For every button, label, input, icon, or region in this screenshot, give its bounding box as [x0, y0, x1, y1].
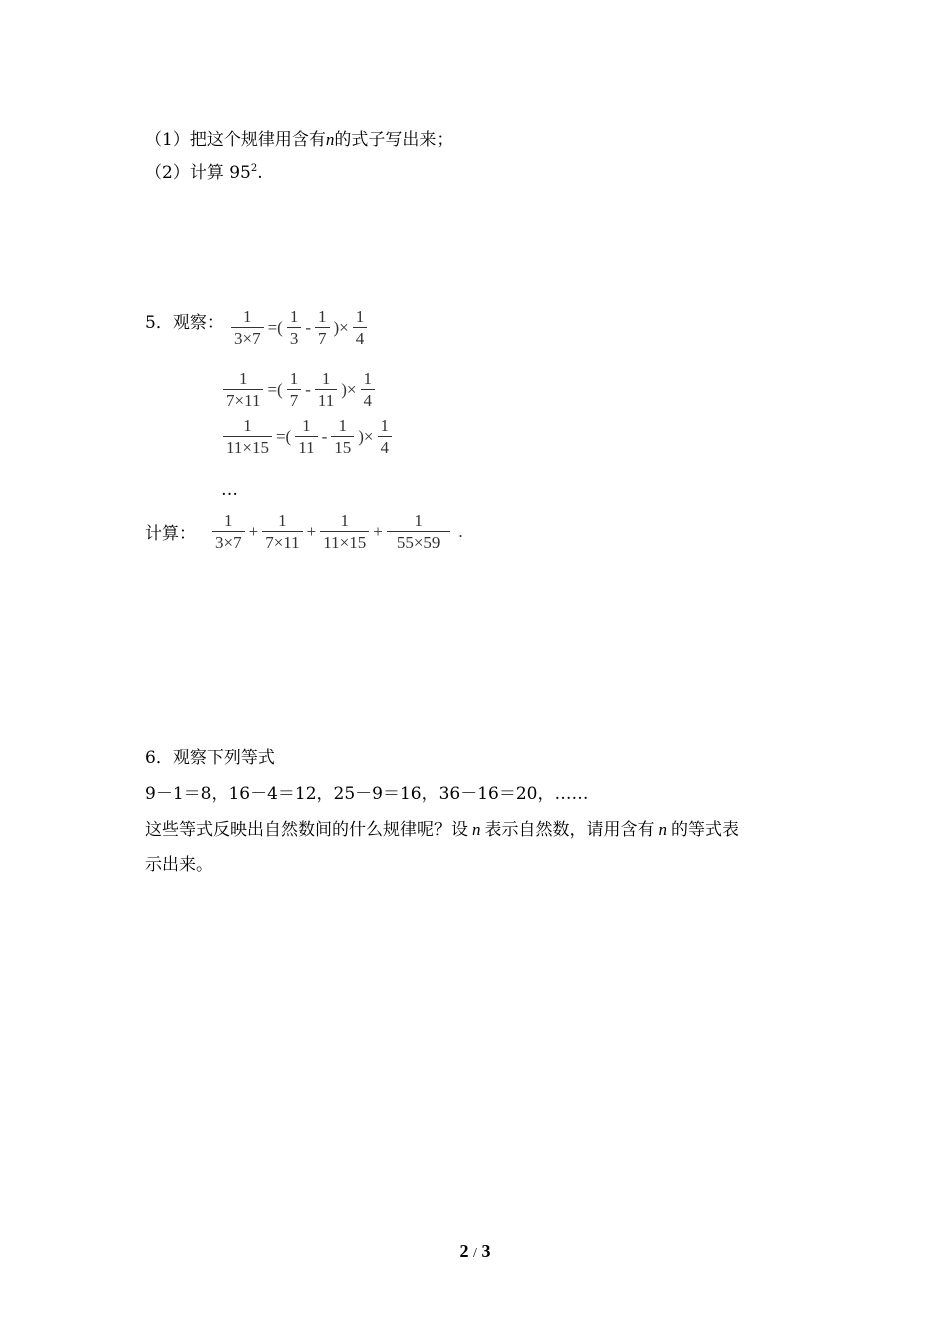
denominator: 15 [331, 436, 354, 456]
total-pages: 3 [481, 1241, 491, 1261]
minus-sign: - [305, 317, 312, 337]
exponent: 2 [250, 163, 258, 174]
equals-paren: =( [275, 426, 292, 446]
lhs-fraction [231, 308, 264, 347]
numerator: 1 [355, 307, 365, 326]
plus-sign: + [306, 521, 317, 541]
numerator: 1 [243, 307, 252, 326]
numerator: 1 [380, 416, 390, 435]
numerator: 1 [289, 307, 299, 326]
lhs-fraction [223, 370, 263, 409]
page-separator: / [473, 1246, 477, 1261]
denominator: 11 [295, 436, 317, 456]
calc-term-2: $\frac{1}{7\times 11}$ [262, 512, 302, 551]
q5-calc [145, 512, 465, 551]
minus-sign: - [305, 379, 311, 399]
q5-ellipsis: … [221, 480, 238, 500]
numerator: 1 [321, 369, 331, 388]
denominator: 3 [287, 327, 302, 347]
minus-sign: - [321, 426, 328, 446]
denominator: 11 [315, 389, 337, 409]
q6-question [145, 820, 739, 840]
q6-question-text: 这些等式反映出自然数间的什么规律呢？设 [145, 820, 468, 840]
q4-part2-end: . [257, 163, 263, 183]
q6-question-end: 的等式表 [671, 820, 739, 840]
calc-term-4: $\frac{1}{55\times 59}$ [387, 512, 451, 551]
denominator: 11×15 [223, 436, 272, 456]
q6-title: 6．观察下列等式 [145, 748, 275, 768]
plus-sign: + [373, 521, 383, 541]
denominator: 4 [353, 327, 368, 347]
factor-fraction [353, 308, 368, 347]
q4-part1-text-end: 的式子写出来； [334, 130, 454, 150]
calc-term-3: $\frac{1}{11\times 15}$ [320, 512, 369, 551]
q6-question-mid: 表示自然数，请用含有 [484, 820, 655, 840]
numerator: 1 [243, 416, 252, 435]
numerator: 1 [238, 369, 248, 388]
factor-fraction [378, 417, 393, 456]
q4-part1 [145, 130, 453, 150]
variable-n: n [658, 820, 667, 839]
equals-paren: =( [267, 317, 283, 337]
numerator: 1 [363, 369, 373, 388]
page-number [0, 1241, 950, 1262]
second-fraction [315, 308, 330, 347]
first-fraction [287, 308, 302, 347]
denominator: 4 [361, 389, 376, 409]
numerator: 1 [338, 416, 348, 435]
variable-n: n [472, 820, 481, 839]
numerator: 1 [318, 307, 327, 326]
calc-term-1: $\frac{1}{3\times 7}$ [212, 512, 245, 551]
times-sign: )× [358, 426, 374, 446]
times-sign: )× [333, 317, 349, 337]
q5-equation-3 [221, 417, 394, 456]
q5-calc-label: 计算： [145, 524, 196, 544]
q5-equation-1 [229, 308, 369, 347]
numerator: 1 [289, 369, 299, 388]
q4-part1-text: （1）把这个规律用含有 [145, 130, 326, 150]
denominator: 4 [378, 436, 393, 456]
numerator: 1 [302, 416, 311, 435]
calc-end: . [458, 521, 463, 541]
variable-n: n [325, 130, 335, 149]
q6-question-line2: 示出来。 [145, 855, 213, 875]
denominator: 7 [315, 327, 330, 347]
q6-equations: 9－1＝8，16－4＝12，25－9＝16，36－16＝20，…… [145, 784, 589, 804]
q5-label: 5．观察： [145, 313, 224, 333]
q5-equation-2 [221, 370, 377, 409]
first-fraction [295, 417, 317, 456]
denominator: 7 [287, 389, 302, 409]
current-page: 2 [459, 1241, 469, 1261]
equals-paren: =( [267, 379, 283, 399]
q4-part2 [145, 163, 263, 183]
times-sign: )× [341, 379, 357, 399]
second-fraction [315, 370, 337, 409]
lhs-fraction [223, 417, 272, 456]
second-fraction [331, 417, 354, 456]
denominator: 7×11 [223, 389, 263, 409]
factor-fraction [361, 370, 376, 409]
denominator: 3×7 [231, 327, 264, 347]
plus-sign: + [248, 521, 259, 541]
q4-part2-text: （2）计算 95 [145, 163, 251, 183]
first-fraction [287, 370, 302, 409]
